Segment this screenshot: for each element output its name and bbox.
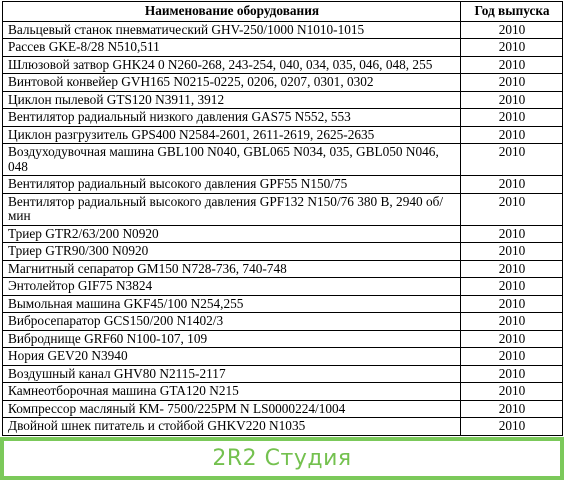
column-header-year: Год выпуска (461, 2, 563, 22)
year-cell: 2010 (461, 243, 563, 261)
year-cell: 2010 (461, 74, 563, 92)
year-cell: 2010 (461, 400, 563, 418)
equipment-name-cell: Рассев GKE-8/28 N510,511 (3, 39, 461, 57)
year-cell: 2010 (461, 56, 563, 74)
equipment-name-cell: Триер GTR90/300 N0920 (3, 243, 461, 261)
table-row (3, 278, 563, 296)
table-row (3, 365, 563, 383)
year-cell: 2010 (461, 225, 563, 243)
equipment-name-cell: Нория GEV20 N3940 (3, 348, 461, 366)
equipment-name-cell: Вентилятор радиальный высокого давления GPF55 N150/75 (3, 176, 461, 194)
year-cell: 2010 (461, 109, 563, 127)
year-cell: 2010 (461, 260, 563, 278)
year-cell: 2010 (461, 144, 563, 176)
year-cell: 2010 (461, 330, 563, 348)
equipment-name-cell: Воздуходувочная машина GBL100 N040, GBL065 N034, 035, GBL050 N046, 048 (3, 144, 461, 176)
equipment-name-cell: Циклон разгрузитель GPS400 N2584-2601, 2611-2619, 2625-2635 (3, 126, 461, 144)
table-row (3, 400, 563, 418)
equipment-name-cell: Вентилятор радиальный высокого давления GPF132 N150/76 380 В, 2940 об/мин (3, 193, 461, 225)
equipment-name-cell: Вентилятор радиальный низкого давления GAS75 N552, 553 (3, 109, 461, 127)
equipment-name-cell: Камнеотборочная машина GTA120 N215 (3, 383, 461, 401)
table-row (3, 260, 563, 278)
table-row (3, 383, 563, 401)
table-body (3, 21, 563, 435)
equipment-name-cell: Вибросепаратор GCS150/200 N1402/3 (3, 313, 461, 331)
equipment-name-cell: Компрессор масляный КМ- 7500/225PM N LS0000224/1004 (3, 400, 461, 418)
table-row (3, 126, 563, 144)
table-row (3, 21, 563, 39)
equipment-name-cell: Магнитный сепаратор GM150 N728-736, 740-748 (3, 260, 461, 278)
table-row (3, 313, 563, 331)
year-cell: 2010 (461, 91, 563, 109)
table-row (3, 193, 563, 225)
year-cell: 2010 (461, 365, 563, 383)
equipment-name-cell: Циклон пылевой GTS120 N3911, 3912 (3, 91, 461, 109)
year-cell: 2010 (461, 418, 563, 436)
table-row (3, 56, 563, 74)
equipment-table (2, 1, 563, 436)
year-cell: 2010 (461, 126, 563, 144)
table-row (3, 348, 563, 366)
table-header-row (3, 2, 563, 22)
table-row (3, 109, 563, 127)
equipment-name-cell: Воздушный канал GHV80 N2115-2117 (3, 365, 461, 383)
watermark-banner (0, 437, 564, 480)
table-row (3, 144, 563, 176)
equipment-name-cell: Виброднище GRF60 N100-107, 109 (3, 330, 461, 348)
table-row (3, 91, 563, 109)
table-row (3, 225, 563, 243)
year-cell: 2010 (461, 348, 563, 366)
table-row (3, 418, 563, 436)
table-row (3, 176, 563, 194)
watermark-text: 2R2 Студия (212, 446, 352, 471)
equipment-name-cell: Винтовой конвейер GVH165 N0215-0225, 0206, 0207, 0301, 0302 (3, 74, 461, 92)
equipment-name-cell: Энтолейтор GIF75 N3824 (3, 278, 461, 296)
equipment-name-cell: Двойной шнек питатель и стойбой GHKV220 N1035 (3, 418, 461, 436)
table-row (3, 74, 563, 92)
year-cell: 2010 (461, 193, 563, 225)
year-cell: 2010 (461, 39, 563, 57)
equipment-name-cell: Вымольная машина GKF45/100 N254,255 (3, 295, 461, 313)
year-cell: 2010 (461, 383, 563, 401)
equipment-name-cell: Шлюзовой затвор GHK24 0 N260-268, 243-254, 040, 034, 035, 046, 048, 255 (3, 56, 461, 74)
year-cell: 2010 (461, 176, 563, 194)
year-cell: 2010 (461, 278, 563, 296)
year-cell: 2010 (461, 21, 563, 39)
column-header-name: Наименование оборудования (3, 2, 461, 22)
table-row (3, 330, 563, 348)
equipment-name-cell: Триер GTR2/63/200 N0920 (3, 225, 461, 243)
table-row (3, 39, 563, 57)
table-row (3, 295, 563, 313)
year-cell: 2010 (461, 313, 563, 331)
equipment-name-cell: Вальцевый станок пневматический GHV-250/1000 N1010-1015 (3, 21, 461, 39)
table-row (3, 243, 563, 261)
year-cell: 2010 (461, 295, 563, 313)
